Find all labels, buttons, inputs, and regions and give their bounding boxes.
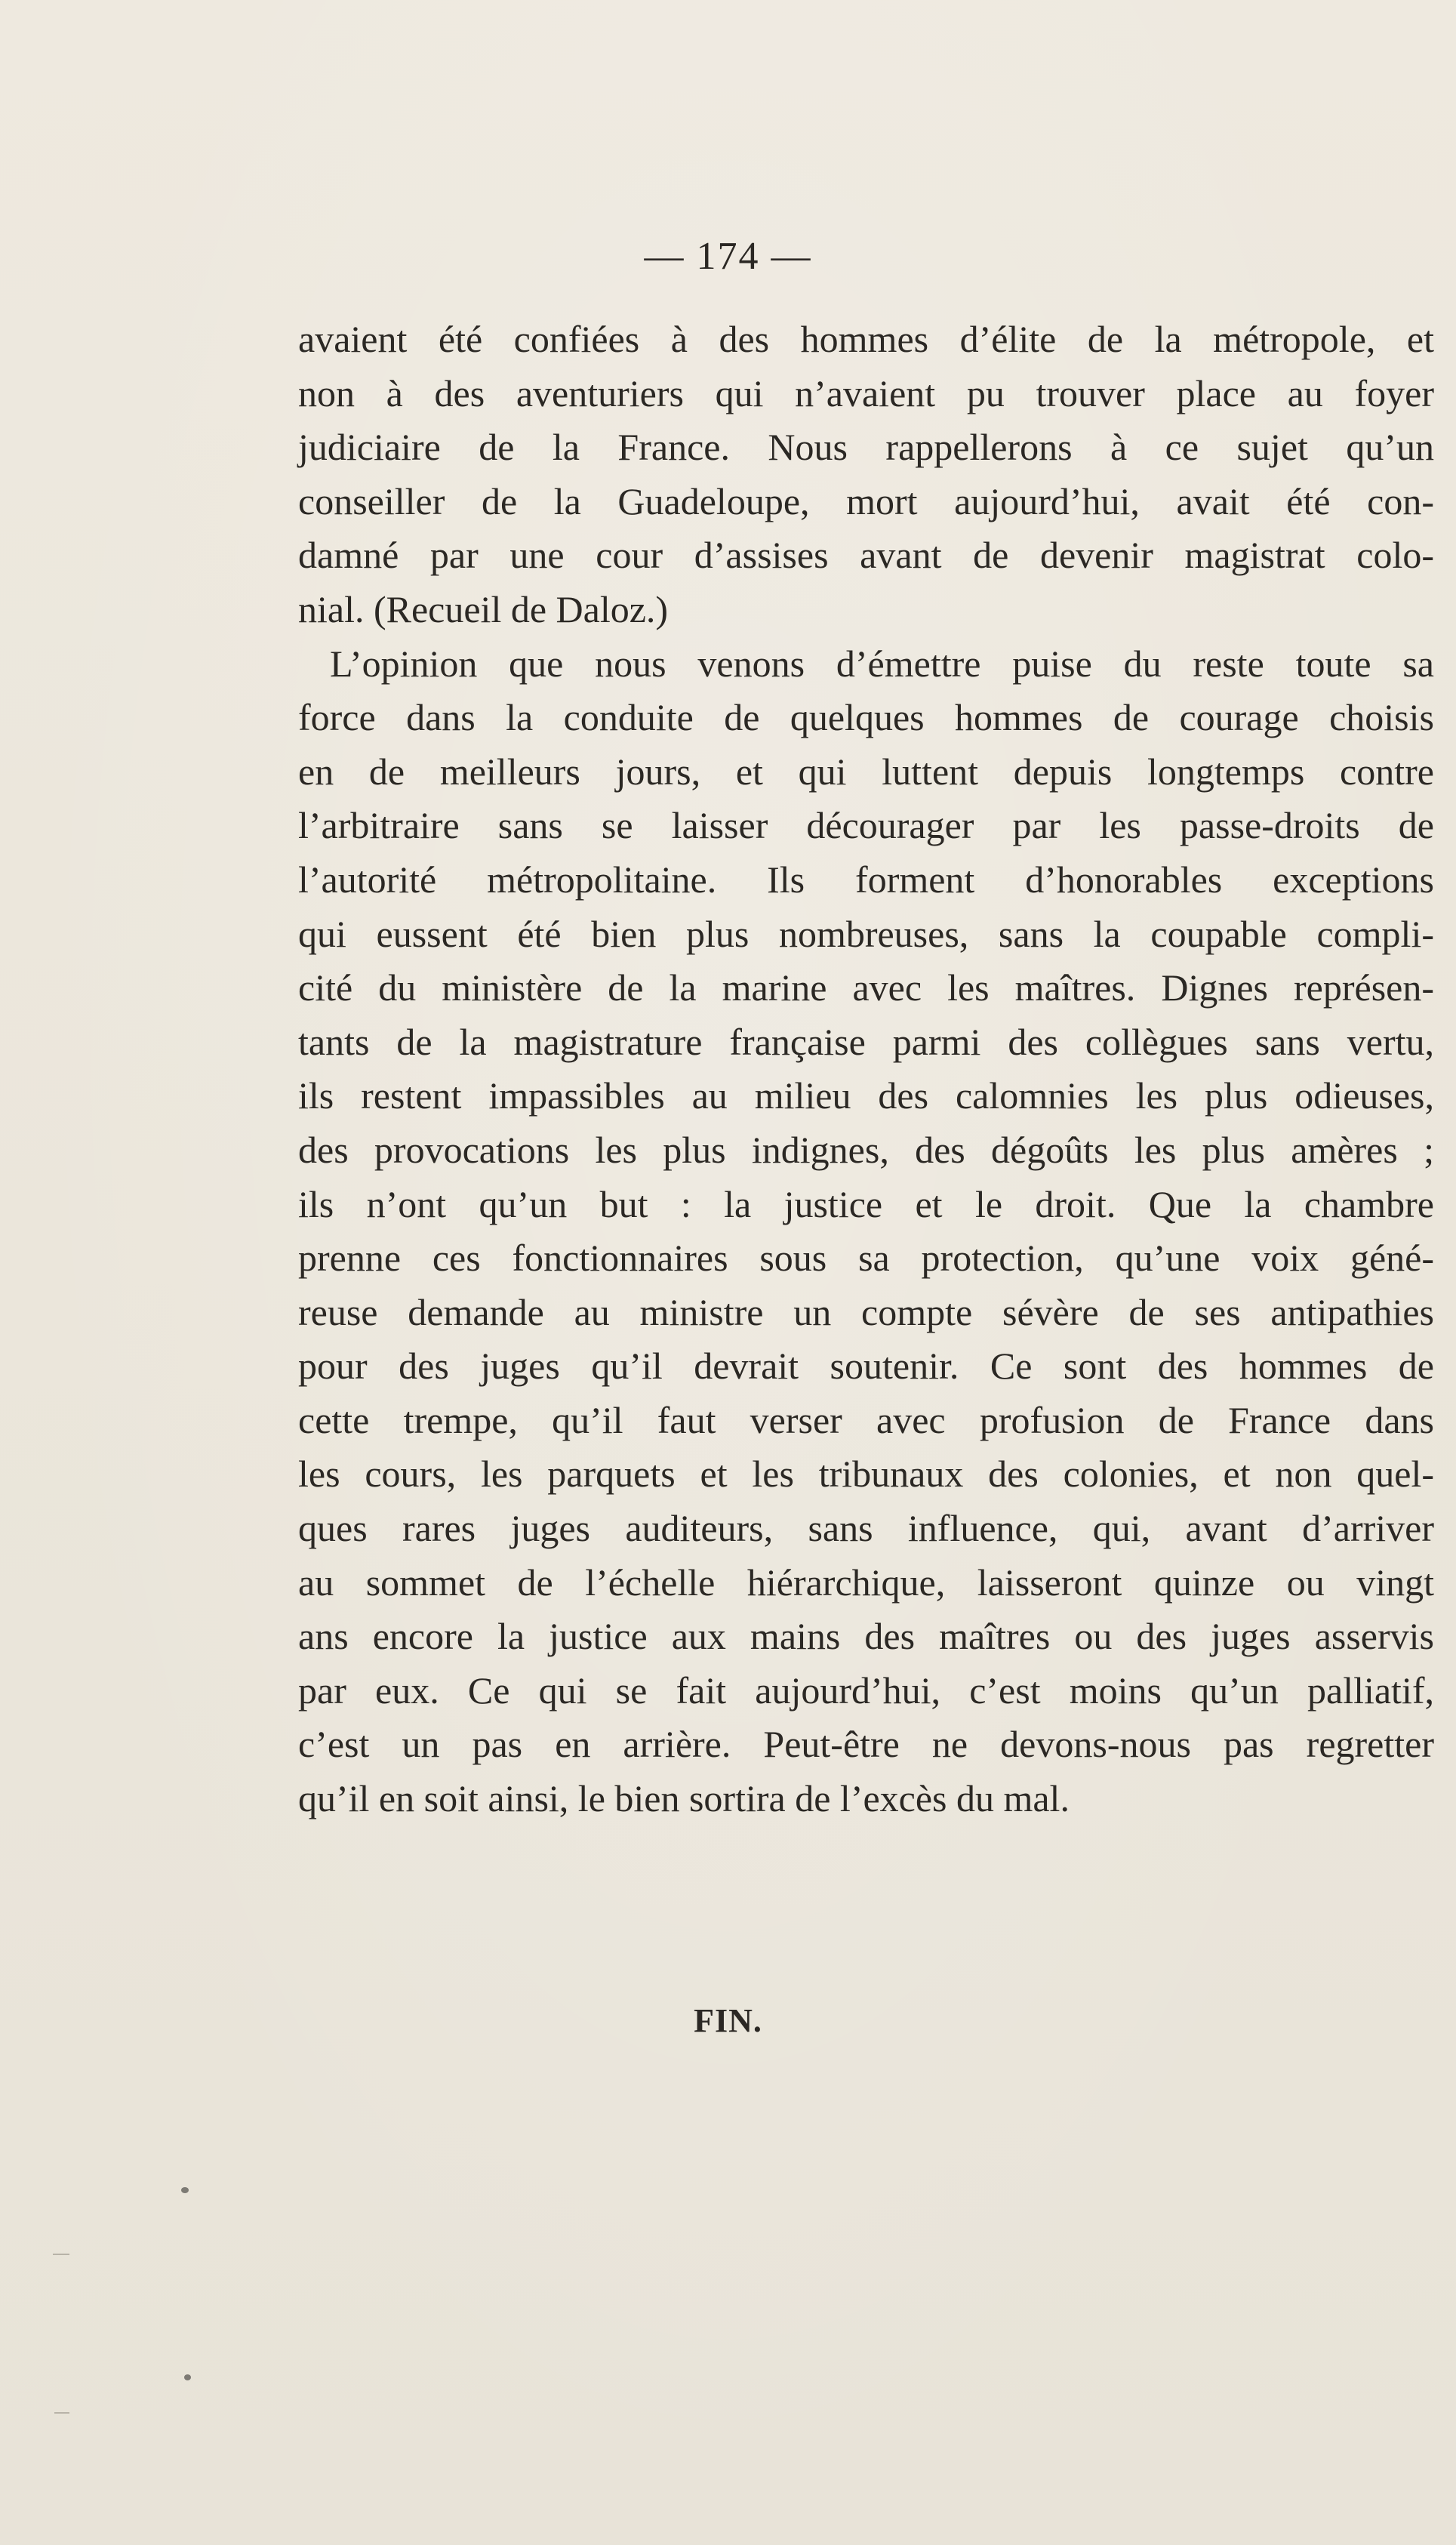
text-line: les cours, les parquets et les tribunaux des colonies, et non quel-	[298, 1453, 1434, 1496]
text-line: damné par une cour d’assises avant de devenir magistrat colo-	[298, 534, 1434, 577]
text-line: pour des juges qu’il devrait soutenir. Ce sont des hommes de	[298, 1345, 1434, 1388]
margin-mark	[54, 2412, 69, 2414]
text-line: l’arbitraire sans se laisser décourager par les passe-droits de	[298, 804, 1434, 847]
text-line: cité du ministère de la marine avec les maîtres. Dignes représen-	[298, 966, 1434, 1009]
text-line: avaient été confiées à des hommes d’élite de la métropole, et	[298, 318, 1434, 360]
page-number: — 174 —	[644, 235, 812, 278]
text-line: au sommet de l’échelle hiérarchique, laisseront quinze ou vingt	[298, 1561, 1434, 1604]
text-line: qui eussent été bien plus nombreuses, sans la coupable compli-	[298, 912, 1434, 955]
text-line: des provocations les plus indignes, des dégoûts les plus amères ;	[298, 1128, 1434, 1171]
text-line: judiciaire de la France. Nous rappellerons à ce sujet qu’un	[298, 426, 1434, 469]
text-line: ils n’ont qu’un but : la justice et le droit. Que la chambre	[298, 1182, 1434, 1225]
end-marker: FIN.	[694, 2002, 762, 2039]
text-line: tants de la magistrature française parmi des collègues sans vertu,	[298, 1020, 1434, 1063]
text-line: par eux. Ce qui se fait aujourd’hui, c’est moins qu’un palliatif,	[298, 1668, 1434, 1712]
text-line: ils restent impassibles au milieu des calomnies les plus odieuses,	[298, 1074, 1434, 1117]
text-line: c’est un pas en arrière. Peut-être ne devons-nous pas regretter	[298, 1723, 1434, 1766]
text-line: ans encore la justice aux mains des maîtres ou des juges asservis	[298, 1615, 1434, 1658]
paper-speck	[181, 2187, 189, 2193]
text-line: l’autorité métropolitaine. Ils forment d’honorables exceptions	[298, 858, 1434, 901]
text-line: qu’il en soit ainsi, le bien sortira de l’excès du mal.	[298, 1777, 1070, 1820]
margin-mark	[53, 2254, 69, 2255]
text-line: L’opinion que nous venons d’émettre puise du reste toute sa	[330, 642, 1434, 685]
text-line: force dans la conduite de quelques hommes de courage choisis	[298, 696, 1434, 739]
text-line: en de meilleurs jours, et qui luttent depuis longtemps contre	[298, 750, 1434, 793]
text-line: nial. (Recueil de Daloz.)	[298, 587, 669, 630]
text-line: reuse demande au ministre un compte sévère de ses antipathies	[298, 1290, 1434, 1333]
text-line: cette trempe, qu’il faut verser avec profusion de France dans	[298, 1398, 1434, 1441]
body-text	[298, 313, 1434, 1826]
text-line: conseiller de la Guadeloupe, mort aujourd’hui, avait été con-	[298, 479, 1434, 522]
paper-speck	[184, 2374, 191, 2380]
text-line: ques rares juges auditeurs, sans influence, qui, avant d’arriver	[298, 1507, 1434, 1550]
text-line: prenne ces fonctionnaires sous sa protection, qu’une voix géné-	[298, 1237, 1434, 1280]
text-line: non à des aventuriers qui n’avaient pu trouver place au foyer	[298, 371, 1434, 414]
